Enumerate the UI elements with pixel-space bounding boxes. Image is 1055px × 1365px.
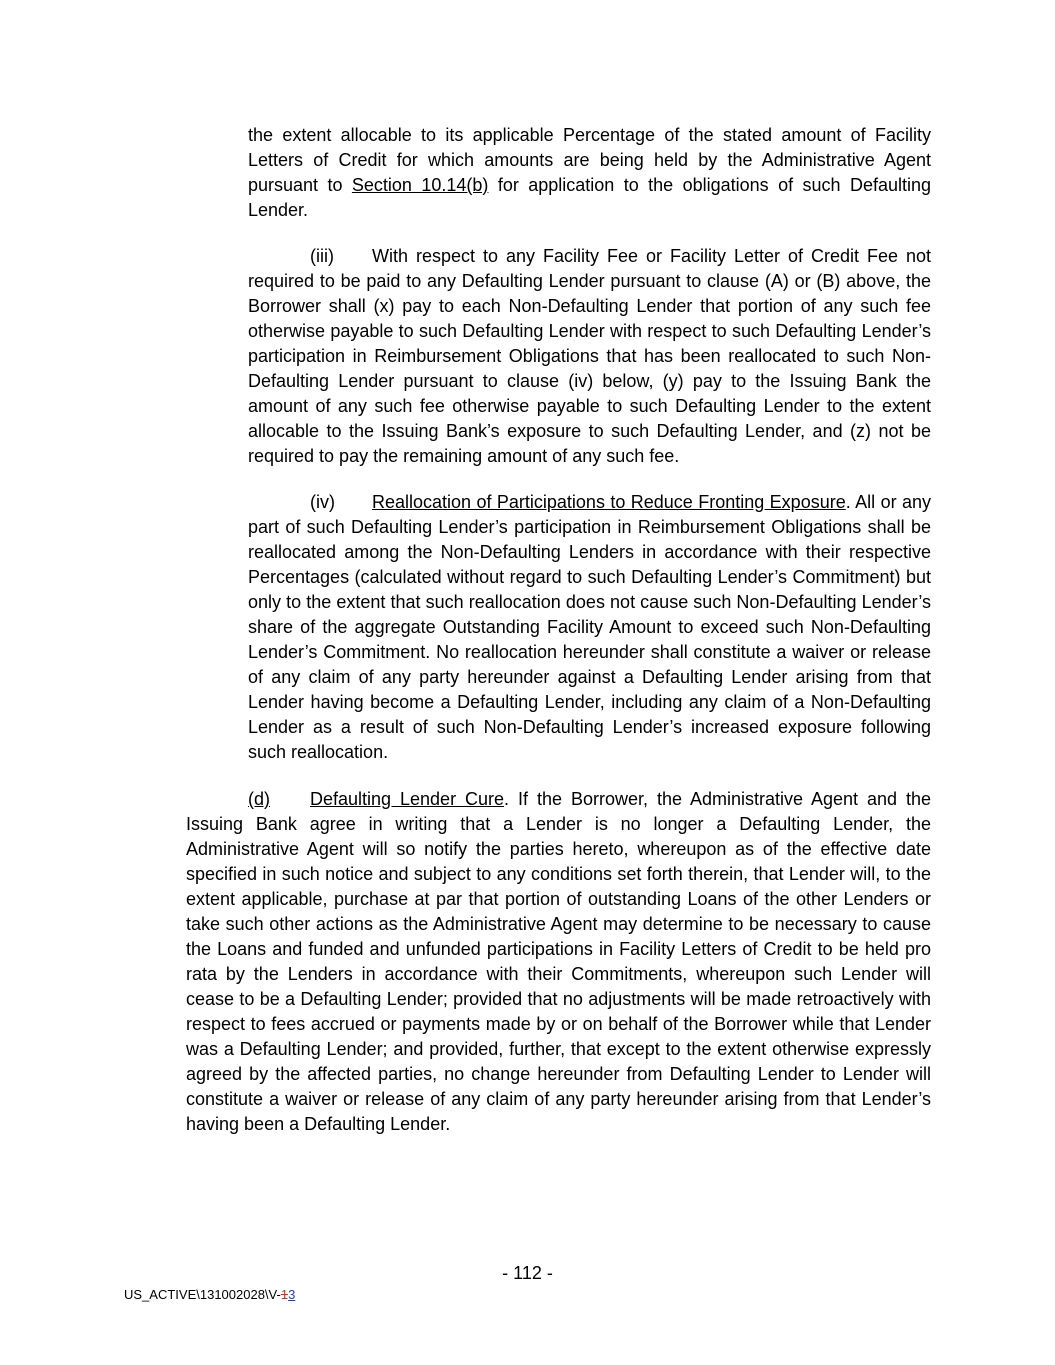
paragraph-iii-marker: (iii) (310, 246, 334, 266)
paragraph-iii-text: With respect to any Facility Fee or Facility Letter of Credit Fee not required to be paid to any Defaulting Lender pursuant to clause (A) or (B) above, the Borrower shall (x) pay to each Non-Defaulting Lender that portion of any such fee otherwise payable to such Defaulting Lender with respect to such Defaulting Lender’s participation in Reimbursement Obligations that has been reallocated to such Non-Defaulting Lender pursuant to clause (iv) below, (y) pay to the Issuing Bank the amount of any such fee otherwise payable to such Defaulting Lender to the extent allocable to the Issuing Bank’s exposure to such Defaulting Lender, and (z) not be required to pay the remaining amount of any such fee. (248, 246, 931, 466)
section-reference-link: Section 10.14(b) (351, 175, 489, 195)
document-id-inserted-revision: 3 (288, 1287, 296, 1302)
document-id-deleted-revision: 1 (280, 1287, 289, 1302)
document-id-prefix: US_ACTIVE\131002028\V- (124, 1287, 281, 1302)
paragraph-d-text: . If the Borrower, the Administrative Agent and the Issuing Bank agree in writing that a Lender is no longer a Defaulting Lender, the Administrative Agent will so notify the parties hereto, whereupon as of the effective date specified in such notice and subject to any conditions set forth therein, that Lender will, to the extent applicable, purchase at par that portion of outstanding Loans of the other Lenders or take such other actions as the Administrative Agent may determine to be necessary to cause the Loans and funded and unfunded participations in Facility Letters of Credit to be held pro rata by the Lenders in accordance with their Commitments, whereupon such Lender will cease to be a Defaulting Lender; provided that no adjustments will be made retroactively with respect to fees accrued or payments made by or on behalf of the Borrower while that Lender was a Defaulting Lender; and provided, further, that except to the extent otherwise expressly agreed by the affected parties, no change hereunder from Defaulting Lender to Lender will constitute a waiver or release of any claim of any party hereunder arising from that Lender’s having been a Defaulting Lender. (186, 789, 931, 1134)
paragraph-d (186, 787, 931, 1137)
paragraph-iv-marker: (iv) (310, 492, 335, 512)
paragraph-iv-heading: Reallocation of Participations to Reduce Fronting Exposure (372, 492, 846, 512)
paragraph-iv-text: . All or any part of such Defaulting Lender’s participation in Reimbursement Obligations shall be reallocated among the Non-Defaulting Lenders in accordance with their respective Percentages (calculated without regard to such Defaulting Lender’s Commitment) but only to the extent that such reallocation does not cause such Non-Defaulting Lender’s share of the aggregate Outstanding Facility Amount to exceed such Non-Defaulting Lender’s Commitment. No reallocation hereunder shall constitute a waiver or release of any claim of any party hereunder against a Defaulting Lender arising from that Lender having become a Defaulting Lender, including any claim of a Non-Defaulting Lender as a result of such Non-Defaulting Lender’s increased exposure following such reallocation. (248, 492, 932, 762)
document-id (124, 1287, 295, 1303)
paragraph-iii (248, 244, 931, 469)
page-number: - 112 - (502, 1263, 553, 1283)
paragraph-d-marker-text: (d) (248, 789, 270, 809)
paragraph-iv (248, 490, 931, 765)
paragraph-d-marker (248, 787, 310, 812)
continuation-text-before: the extent allocable to its applicable Percentage of the stated amount of Facility Letters of Credit for which amounts are being held by the Administrative Agent pursuant to (248, 125, 931, 195)
paragraph-continuation (248, 123, 931, 223)
paragraph-d-heading: Defaulting Lender Cure (310, 789, 505, 809)
continuation-text-after: for application to the obligations of such Defaulting Lender. (248, 175, 931, 220)
